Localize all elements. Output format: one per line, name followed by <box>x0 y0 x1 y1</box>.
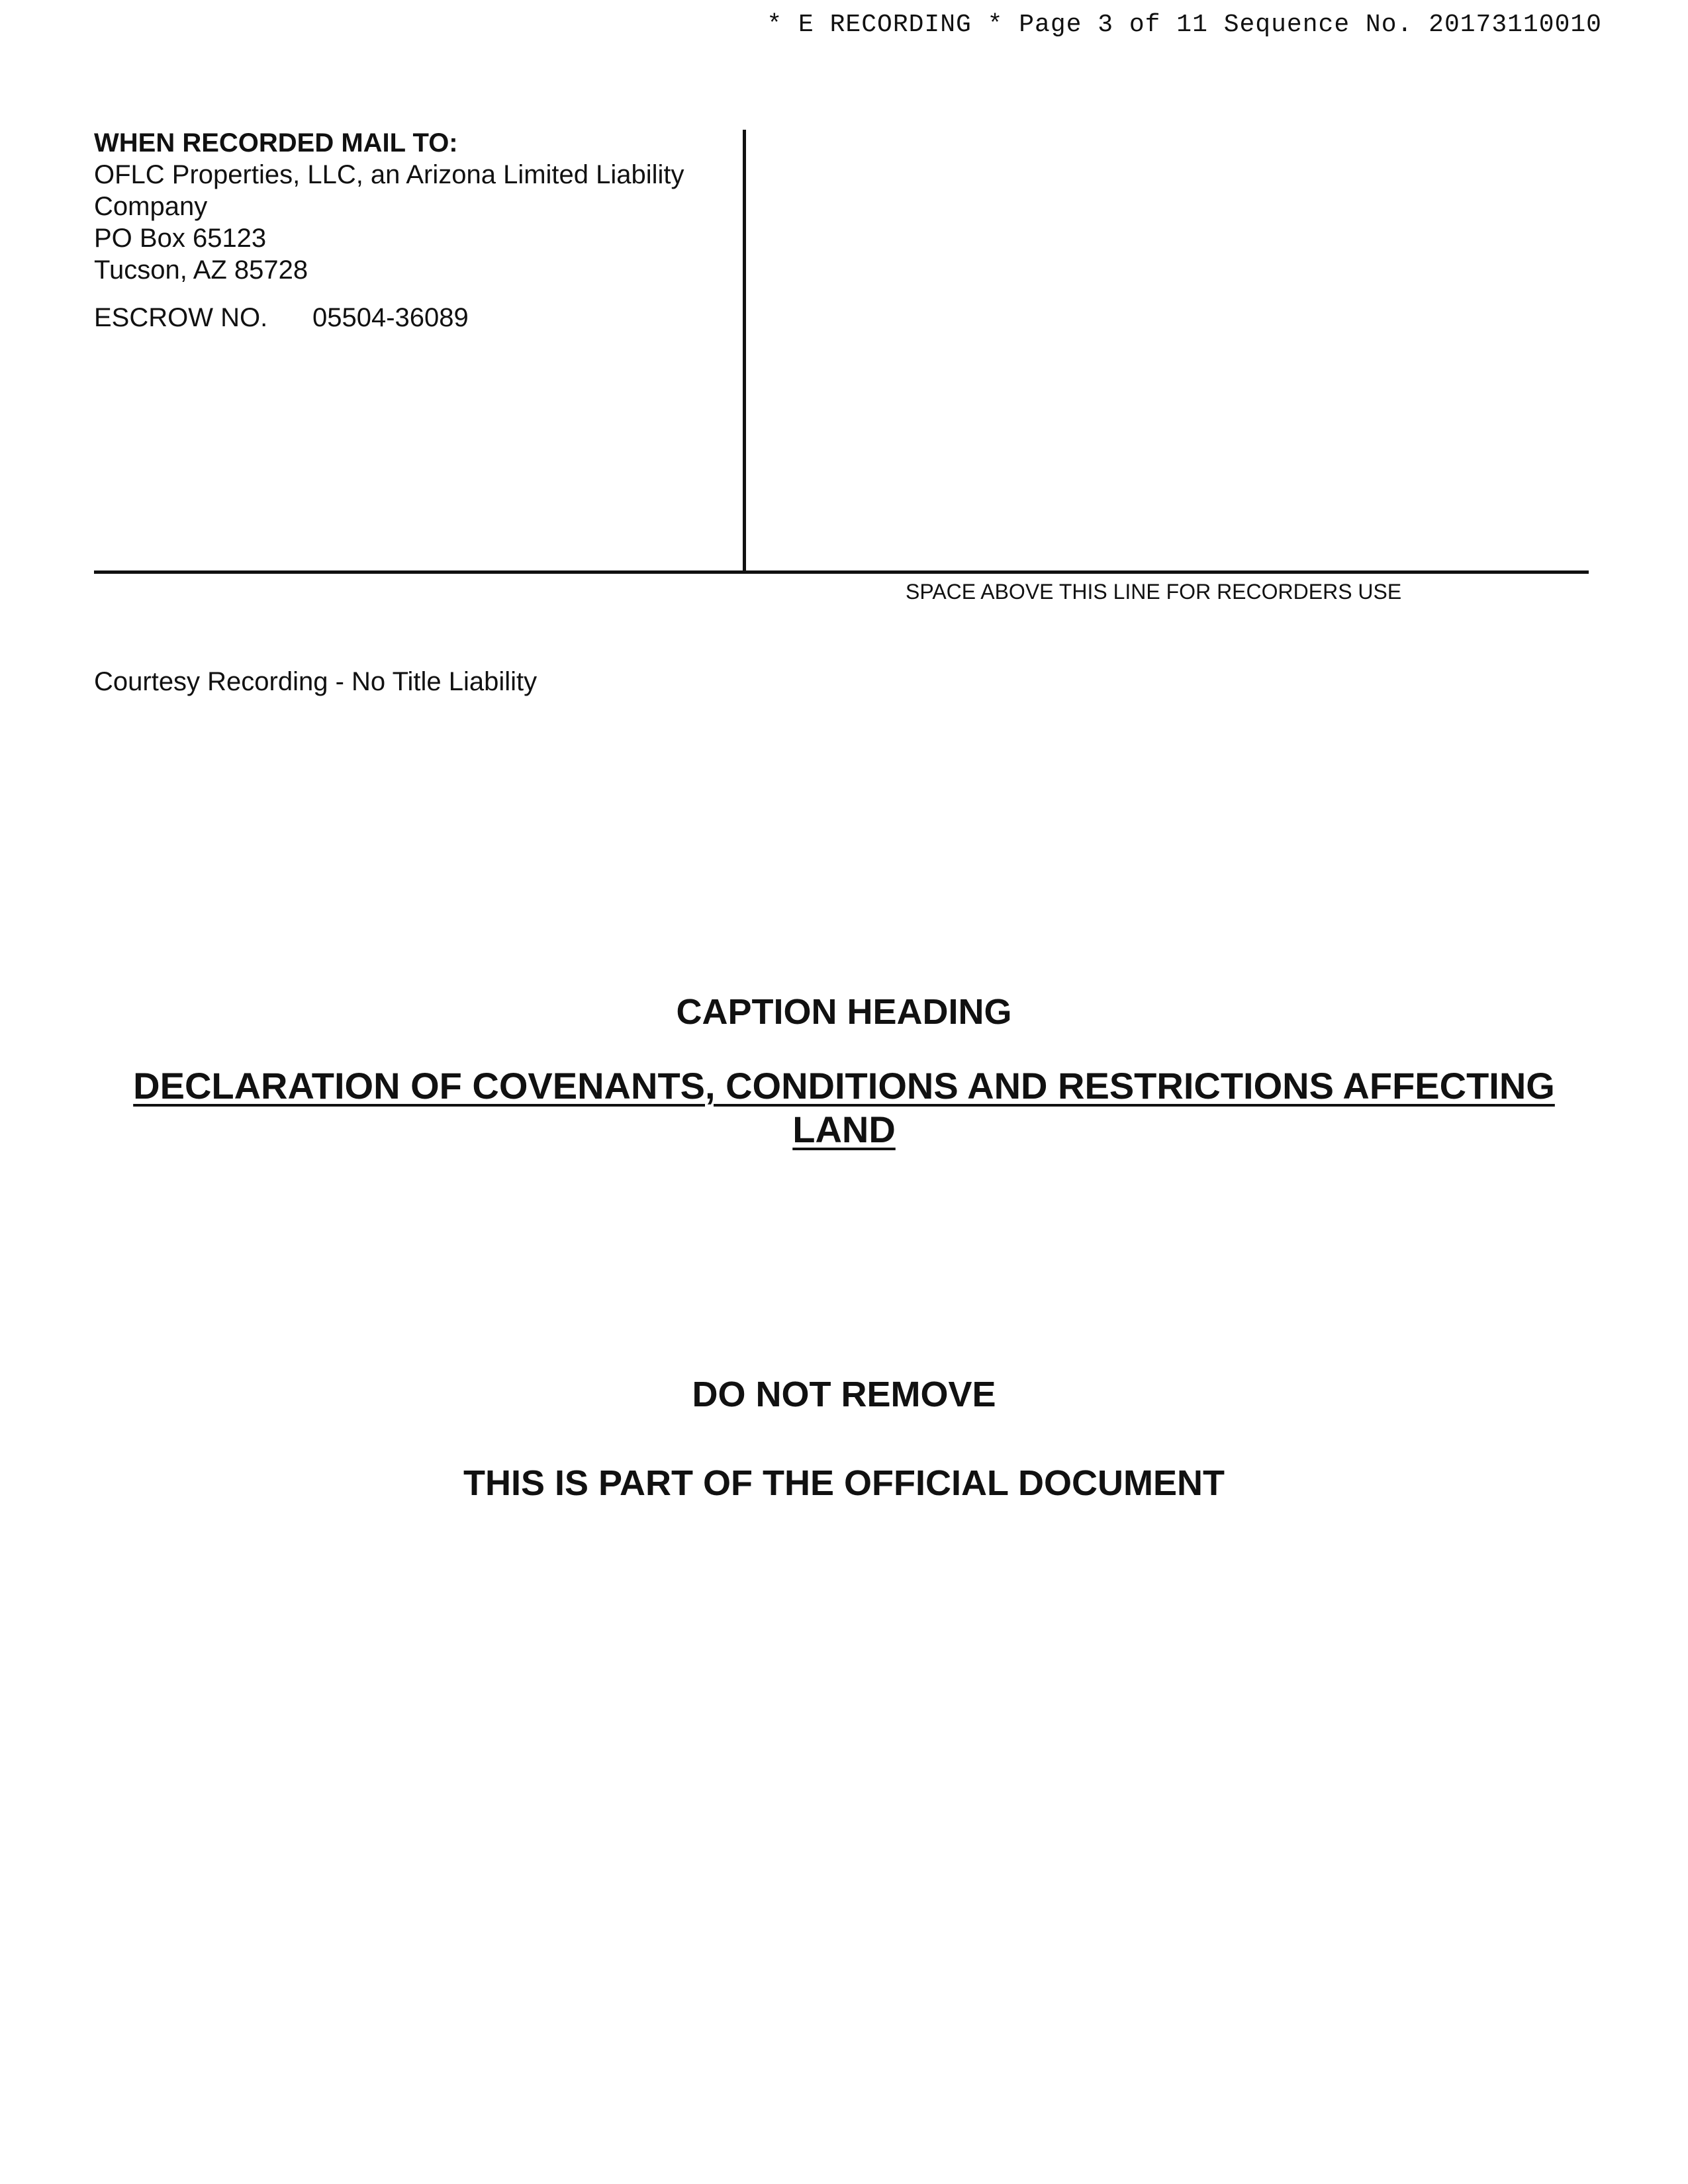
document-title <box>86 1064 1602 1152</box>
mail-to-line-company: OFLC Properties, LLC, an Arizona Limited Liability <box>94 160 684 189</box>
escrow-number: 05504-36089 <box>312 303 469 332</box>
document-title-line-2: LAND <box>792 1109 896 1150</box>
official-document-notice: THIS IS PART OF THE OFFICIAL DOCUMENT <box>463 1463 1225 1503</box>
mail-to-line-city: Tucson, AZ 85728 <box>94 255 308 285</box>
recorder-box-divider <box>743 130 746 572</box>
do-not-remove-notice: DO NOT REMOVE <box>692 1375 996 1414</box>
mail-to-block <box>94 127 729 334</box>
mail-to-heading: WHEN RECORDED MAIL TO: <box>94 128 458 158</box>
courtesy-recording-note: Courtesy Recording - No Title Liability <box>94 667 538 696</box>
recorder-space-line <box>94 570 1589 574</box>
recorder-use-note: SPACE ABOVE THIS LINE FOR RECORDERS USE <box>906 580 1402 604</box>
caption-heading: CAPTION HEADING <box>676 992 1012 1032</box>
escrow-label: ESCROW NO. <box>94 303 268 332</box>
mail-to-line-po-box: PO Box 65123 <box>94 224 267 253</box>
document-title-line-1: DECLARATION OF COVENANTS, CONDITIONS AND RESTRICTIONS AFFECTING <box>133 1065 1555 1107</box>
mail-to-line-company-cont: Company <box>94 192 208 221</box>
recording-stamp: * E RECORDING * Page 3 of 11 Sequence No. 20173110010 <box>767 11 1602 39</box>
escrow-row <box>94 302 729 334</box>
